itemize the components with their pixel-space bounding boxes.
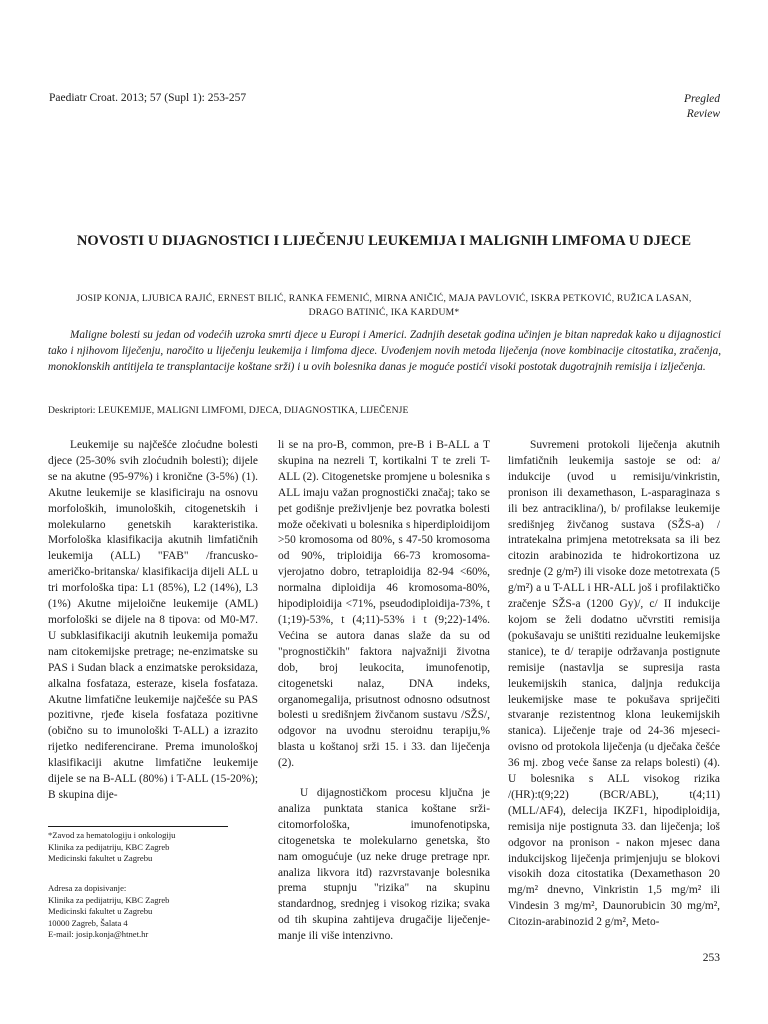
footnote-line: 10000 Zagreb, Šalata 4 [48,917,128,928]
footnote-line: Medicinski fakultet u Zagrebu [48,853,153,864]
footnote-address [48,883,258,941]
page-number: 253 [702,952,720,964]
descriptors: Deskriptori: LEUKEMIJE, MALIGNI LIMFOMI, DJECA, DIJAGNOSTIKA, LIJEČENJE [48,405,409,416]
footnote-line: Medicinski fakultet u Zagrebu [48,906,153,917]
footnote-divider [48,826,228,827]
footnote-line: *Zavod za hematologiju i onkologiju [48,830,176,840]
paragraph: U dijagnostičkom procesu ključna je analiza punktata stanica koštane srži- citomorfološka, imunofenotipska, citogenetska te molekularno genetska, što nam omogućuje (uz neke druge pretrage npr. analiza likvora itd) razvrstavanje bolesnika prema stupnju "rizika" na skupinu standardnog, srednjeg i visokog rizika; svaka od tih skupina zahtijeva drugačije liječenje-manje ili više intenzivno. [278,787,490,943]
paragraph: Leukemije su najčešće zloćudne bolesti djece (25-30% svih zloćudnih bolesti); dijele se na akutne (95-97%) i kronične (3-5%) (1). Akutne leukemije se klasificiraju na osnovu morfoloških, imunoloških, citogenetskih i molekularno genetskih karakteristika. Morfološka klasifikacija akutnih limfatičnih leukemija (ALL) "FAB" /francusko-američko-britanska/ klasifikacija dijeli ALL u tri morfološka tipa: L1 (85%), L2 (14%), L3 (1%) Akutne mijeloične leukemije (AML) morfološki se dijele na 8 tipova: od M0-M7. U subklasifikaciji akutnih leukemija pomažu nam citokemijske pretrage; ne-enzimatske su PAS i Sudan black a enzimatske peroksidaza, alkalna fosfataza, esteraze, kisela fosfataza. Akutne limfatične leukemije najčešće su PAS pozitivne, rjeđe kisela fosfataza pozitivne (obično su to imunološki T-ALL) a izrazito rijetko nediferencirane. Prema imunološkoj klasifikaciji akutne limfatične leukemije dijele se na B-ALL (80%) i T-ALL (15-20%); B skupina dije- [48,439,258,801]
paragraph: Suvremeni protokoli liječenja akutnih limfatičnih leukemija sastoje se od: a/ indukcije (uvod u remisiju/vinkristin, pronison ili dexamethason, L-asparaginaza s ili bez antraciklina/), b/ profilakse leukemije središnjeg živčanog sustava (SŽS-a) / intratekalna primjena metotreksata sa ili bez citozin arabinozida te hidrokortizona uz srednje (2 g/m²) ili visoke doze metotrexata (5 g/m²) a u T-ALL i HR-ALL još i profilaktičko zračenje SŽS-a (1200 Gy)/, c/ II indukcije kojom se želi dodatno učvrstiti remisija (pokušavaju se uništiti rezidualne leukemijske stanice), te d/ terapije održavanja postignute remisije (nastavlja se supresija rasta leukemijskih stanica, daljnja redukcija leukemijske mase te pokušava spriječiti stvaranje rezistentnog klona leukemijskih stanica). Liječenje traje od 24-36 mjeseci-ovisno od protokola liječenja (u dječaka češće 36 mj. zbog veće šanse za relaps bolesti) (4). U bolesnika s ALL visokog rizika /(HR):t(9;22) (BCR/ABL), t(4;11) (MLL/AF4), delecija IKZF1, hipodiploidija, remisija nije postignuta 33. dan liječenja; loš odgovor na pronison - nakon mjesec dana indukcijskog liječenja primjenjuju se blokovi visokih doza citostatika (Dexamethason 20 mg/m² dnevno, Vinkristin 1,5 mg/m² ili Vindesin 3 mg/m², Daunorubicin 30 mg/m², Citozin-arabinozid 2 g/m², Meto- [508,439,720,929]
footnote-affiliation [48,830,258,865]
footnote-line: Klinika za pedijatriju, KBC Zagreb [48,894,170,905]
body-column-3 [508,438,720,931]
footnote-line: Klinika za pedijatriju, KBC Zagreb [48,841,170,852]
author-list: JOSIP KONJA, LJUBICA RAJIĆ, ERNEST BILIĆ, RANKA FEMENIĆ, MIRNA ANIČIĆ, MAJA PAVLOVIĆ, ISKRA PETKOVIĆ, RUŽICA LASAN, DRAGO BATINIĆ, IKA KARDUM* [76,293,692,318]
article-title: NOVOSTI U DIJAGNOSTICI I LIJEČENJU LEUKEMIJA I MALIGNIH LIMFOMA U DJECE [76,233,692,249]
article-type-english: Review [686,108,720,120]
footnote-line: Adresa za dopisivanje: [48,883,127,893]
abstract: Maligne bolesti su jedan od vodećih uzroka smrti djece u Europi i Americi. Zadnjih desetak godina učinjen je bitan napredak kako u dijagnostici tako i njihovom liječenju, naročito u liječenju leukemija i limfoma djece. Uvođenjem novih metoda liječenja (nove kombinacije citostatika, zračenja, monoklonskih antitijela te transplantacije koštane srži) i u ovih bolesnika danas je moguće postići visoki postotak dugotrajnih remisija i izlječenja. [48,329,721,373]
body-column-2 [278,438,490,945]
article-type [684,92,720,122]
body-column-1 [48,438,258,804]
journal-citation: Paediatr Croat. 2013; 57 (Supl 1): 253-257 [49,92,247,104]
footnote-email: E-mail: josip.konja@htnet.hr [48,929,149,940]
article-type-croatian: Pregled [684,93,720,105]
paragraph: li se na pro-B, common, pre-B i B-ALL a T skupina na nezreli T, kortikalni T te zreli T-ALL (2). Citogenetske promjene u bolesnika s ALL imaju važan prognostički značaj; tako se pet godišnje preživljenje bez povratka bolesti može očekivati u bolesnika s hiperdiploidijom >50 kromosoma od 80%, s 47-50 kromosoma od 90%, triploidija 66-73 kromosoma-vjerojatno dobro, tetraploidija 82-94 <60%, normalna diploidija 46 kromosoma-80%, hipodiploidija <71%, pseudodiploidija-73%, t (1;19)-53%, t (4;11)-53% i t (9;22)-14%. Većina se autora danas slaže da su od "prognostičkih" faktora najvažniji životna dob, broj leukocita, imunofenotip, citogenetski nalaz, DNA indeks, organomegalija, prisutnost odnosno odsutnost bolesti u središnjem živčanom sustavu /SŽS/, odgovor na uvodnu steroidnu terapiju,% blasta u koštanoj srži 15. i 33. dan liječenja (2). [278,439,490,770]
